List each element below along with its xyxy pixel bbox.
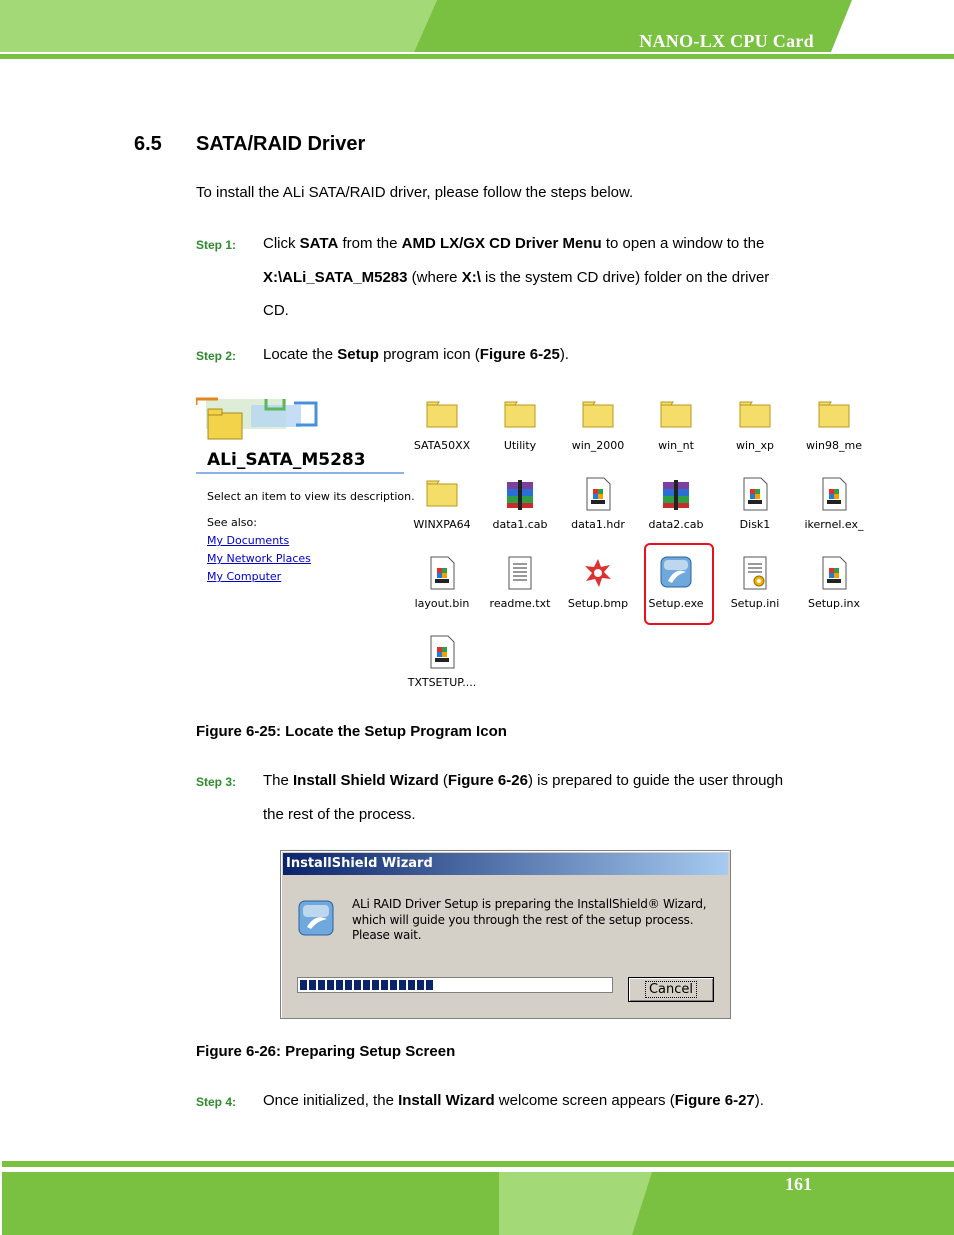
file-item-label: Setup.inx — [807, 597, 861, 610]
file-item[interactable] — [796, 476, 872, 546]
file-item[interactable] — [717, 476, 793, 546]
file-item-label: Disk1 — [739, 518, 771, 531]
file-item-label: ikernel.ex_ — [804, 518, 864, 531]
file-item[interactable] — [638, 397, 714, 467]
installshield-dialog — [280, 850, 731, 1019]
file-item-label: Utility — [503, 439, 537, 452]
folder-icon — [818, 397, 850, 433]
file-item-label: Setup.ini — [730, 597, 780, 610]
folder-name: ALi_SATA_M5283 — [207, 450, 366, 470]
file-item-label: WINXPA64 — [413, 518, 471, 531]
dialog-message: ALi RAID Driver Setup is preparing the InstallShield® Wizard, which will guide you through the rest of the setup process. Please wait. — [352, 897, 707, 942]
select-hint: Select an item to view its description. — [207, 490, 415, 503]
step-2-text: Locate the Setup program icon (Figure 6-25). — [263, 346, 569, 363]
file-item-label: SATA50XX — [413, 439, 471, 452]
file-item-label: Setup.bmp — [567, 597, 629, 610]
cab-icon — [504, 476, 536, 512]
link-my-network-places[interactable]: My Network Places — [207, 552, 311, 565]
file-item-label: TXTSETUP.... — [407, 676, 477, 689]
folder-icon — [660, 397, 692, 433]
bitmap-icon — [582, 555, 614, 591]
file-item-label: readme.txt — [489, 597, 551, 610]
folder-icon — [426, 397, 458, 433]
file-item[interactable] — [560, 555, 636, 625]
file-item[interactable] — [404, 476, 480, 546]
system-file-icon — [739, 476, 771, 512]
step-1-line-3: CD. — [263, 302, 289, 319]
folder-icon — [582, 397, 614, 433]
header-rule — [0, 54, 954, 59]
file-item-label: win_xp — [735, 439, 775, 452]
setup-exe-highlight — [644, 543, 714, 625]
file-item[interactable] — [796, 555, 872, 625]
file-item-label: data1.hdr — [571, 518, 625, 531]
file-item[interactable] — [404, 397, 480, 467]
header-title: NANO-LX CPU Card — [639, 31, 814, 51]
dialog-title: InstallShield Wizard — [283, 853, 728, 875]
folder-name-underline — [196, 472, 404, 474]
step-1-line-1: Click SATA from the AMD LX/GX CD Driver Menu to open a window to the — [263, 235, 765, 252]
folder-icon — [739, 397, 771, 433]
file-item-label: layout.bin — [414, 597, 470, 610]
progress-bar — [297, 977, 613, 993]
system-file-icon — [426, 555, 458, 591]
file-item[interactable] — [560, 397, 636, 467]
cab-icon — [660, 476, 692, 512]
figure-6-26-caption: Figure 6-26: Preparing Setup Screen — [196, 1043, 456, 1060]
installshield-icon — [297, 899, 337, 939]
file-item[interactable] — [560, 476, 636, 546]
file-item[interactable] — [482, 476, 558, 546]
file-item[interactable] — [717, 555, 793, 625]
file-item[interactable] — [638, 476, 714, 546]
step-3-line-1: The Install Shield Wizard (Figure 6-26) is prepared to guide the user through — [263, 772, 784, 789]
see-also-label: See also: — [207, 516, 257, 529]
footer-rule — [2, 1161, 954, 1167]
file-item[interactable] — [482, 397, 558, 467]
system-file-icon — [582, 476, 614, 512]
progress-bar-fill — [300, 980, 434, 990]
section-number: 6.5 — [134, 133, 162, 155]
file-item-label: data2.cab — [648, 518, 704, 531]
figure-6-25-caption: Figure 6-25: Locate the Setup Program Icon — [196, 723, 507, 740]
folder-icon — [426, 476, 458, 512]
file-item-label: win_nt — [658, 439, 694, 452]
file-item-label: Setup.exe — [648, 597, 704, 610]
link-my-computer[interactable]: My Computer — [207, 570, 282, 583]
file-item[interactable] — [796, 397, 872, 467]
file-item[interactable] — [482, 555, 558, 625]
section-title: SATA/RAID Driver — [196, 133, 366, 155]
file-item-label: win_2000 — [571, 439, 625, 452]
intro-text: To install the ALi SATA/RAID driver, please follow the steps below. — [196, 184, 634, 201]
system-file-icon — [818, 555, 850, 591]
system-file-icon — [426, 634, 458, 670]
step-1-line-2: X:\ALi_SATA_M5283 (where X:\ is the system CD drive) folder on the driver — [263, 269, 770, 286]
file-item[interactable] — [404, 555, 480, 625]
step-1-label: Step 1: — [196, 238, 237, 252]
file-item[interactable] — [404, 634, 480, 704]
file-item-label: data1.cab — [492, 518, 548, 531]
file-item-label: win98_me — [805, 439, 862, 452]
page-number: 161 — [785, 1174, 812, 1194]
text-file-icon — [504, 555, 536, 591]
link-my-documents[interactable]: My Documents — [207, 534, 290, 547]
step-4-label: Step 4: — [196, 1095, 237, 1109]
file-item[interactable] — [717, 397, 793, 467]
step-4-text: Once initialized, the Install Wizard welcome screen appears (Figure 6-27). — [263, 1092, 764, 1109]
system-file-icon — [818, 476, 850, 512]
step-3-label: Step 3: — [196, 775, 237, 789]
step-2-label: Step 2: — [196, 349, 237, 363]
step-3-line-2: the rest of the process. — [263, 806, 416, 823]
cancel-button[interactable]: Cancel — [628, 977, 714, 1002]
folder-icon — [504, 397, 536, 433]
settings-file-icon — [739, 555, 771, 591]
